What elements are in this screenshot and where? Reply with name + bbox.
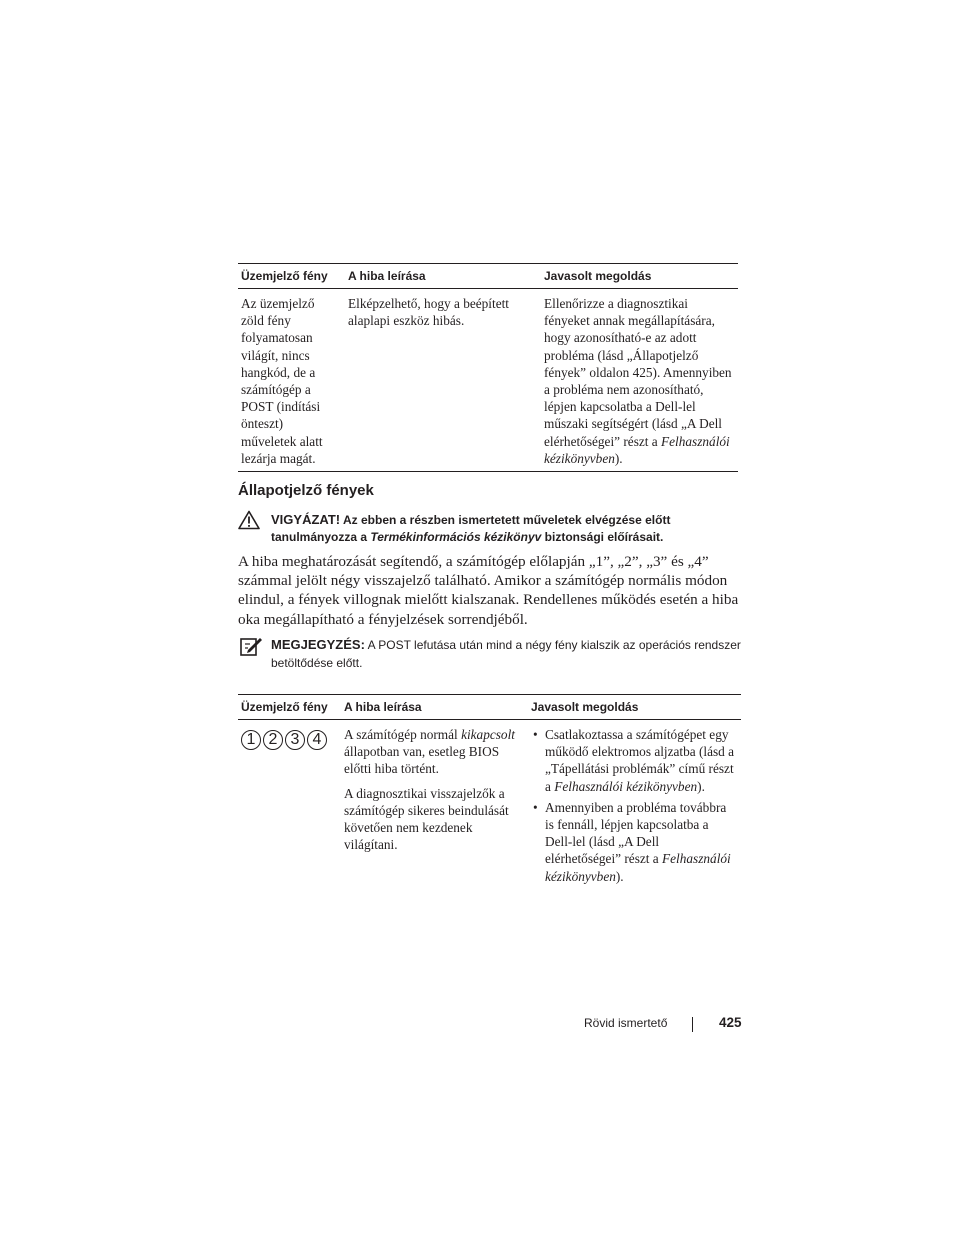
- led-4-off-icon: 4: [307, 730, 327, 750]
- description-paragraph: A diagnosztikai visszajelzők a számítógép sikeres beindulását követően nem kezdenek világítani.: [344, 785, 509, 853]
- solution-list: [531, 726, 735, 885]
- description-cell: Elképzelhető, hogy a beépített alaplapi eszköz hibás.: [345, 289, 541, 472]
- led-1-off-icon: 1: [241, 730, 261, 750]
- led-3-off-icon: 3: [285, 730, 305, 750]
- table-header-row: [238, 695, 741, 720]
- diagnostic-lights-table: [238, 694, 741, 895]
- diagnostic-leds: [241, 730, 335, 750]
- solution-cell: [528, 720, 741, 895]
- note-pencil-icon: [240, 637, 262, 657]
- table-header-row: [238, 264, 738, 289]
- warning-icon: [238, 510, 260, 530]
- page-number: 425: [719, 1015, 742, 1030]
- footer-label: Rövid ismertető: [584, 1016, 668, 1030]
- column-header: A hiba leírása: [345, 264, 541, 289]
- footer-divider: [692, 1017, 693, 1032]
- section-title: Állapotjelző fények: [238, 482, 374, 499]
- led-cell: [238, 720, 341, 895]
- description-cell: [341, 720, 528, 895]
- description-paragraph: A számítógép normál kikapcsolt állapotban van, esetleg BIOS előtti hiba történt.: [344, 727, 515, 777]
- column-header: Javasolt megoldás: [528, 695, 741, 720]
- list-item: • Csatlakoztassa a számítógépet egy működő elektromos aljzatba (lásd a „Tápellátási problémák” című részt a Felhasználói kézikönyvben).: [531, 726, 735, 795]
- column-header: A hiba leírása: [341, 695, 528, 720]
- table-row: [238, 720, 741, 895]
- warning-text: VIGYÁZAT! Az ebben a részben ismertetett műveletek elvégzése előtt tanulmányozza a Termékinformációs kézikönyv biztonsági előírásait.: [271, 512, 671, 544]
- column-header: Javasolt megoldás: [541, 264, 738, 289]
- power-light-table: [238, 263, 738, 472]
- warning-label: VIGYÁZAT!: [271, 512, 341, 527]
- body-paragraph: A hiba meghatározását segítendő, a számítógép előlapján „1”, „2”, „3” és „4” számmal jelölt négy visszajelző található. Amikor a számítógép normális módon elindul, a fények villognak mielőtt kialszanak. Rendellenes működés esetén a hiba oka megállapítható a fényjelzések sorrendjéből.: [238, 553, 739, 628]
- table-row: [238, 289, 738, 472]
- solution-cell: Ellenőrizze a diagnosztikai fényeket annak megállapítására, hogy azonosítható-e az adott probléma (lásd „Állapotjelző fények” oldalon 425). Amennyiben a probléma nem azonosítható, lépjen kapcsolatba a Dell-lel műszaki segítségért (lásd „A Dell elérhetőségei” részt a Felhasználói kézikönyvben).: [541, 289, 738, 472]
- led-2-off-icon: 2: [263, 730, 283, 750]
- manual-title: Felhasználói kézikönyvben: [544, 433, 730, 466]
- column-header: Üzemjelző fény: [238, 264, 345, 289]
- list-item: • Amennyiben a probléma továbbra is fennáll, lépjen kapcsolatba a Dell-lel (lásd „A Dell elérhetőségei” részt a Felhasználói kézikönyvben).: [531, 799, 735, 885]
- note-label: MEGJEGYZÉS:: [271, 637, 365, 652]
- light-cell: Az üzemjelző zöld fény folyamatosan világít, nincs hangkód, de a számítógép a POST (indítási önteszt) műveletek alatt lezárja magát.: [238, 289, 345, 472]
- note-text: MEGJEGYZÉS: A POST lefutása után mind a négy fény kialszik az operációs rendszer betöltődése előtt.: [271, 637, 741, 670]
- column-header: Üzemjelző fény: [238, 695, 341, 720]
